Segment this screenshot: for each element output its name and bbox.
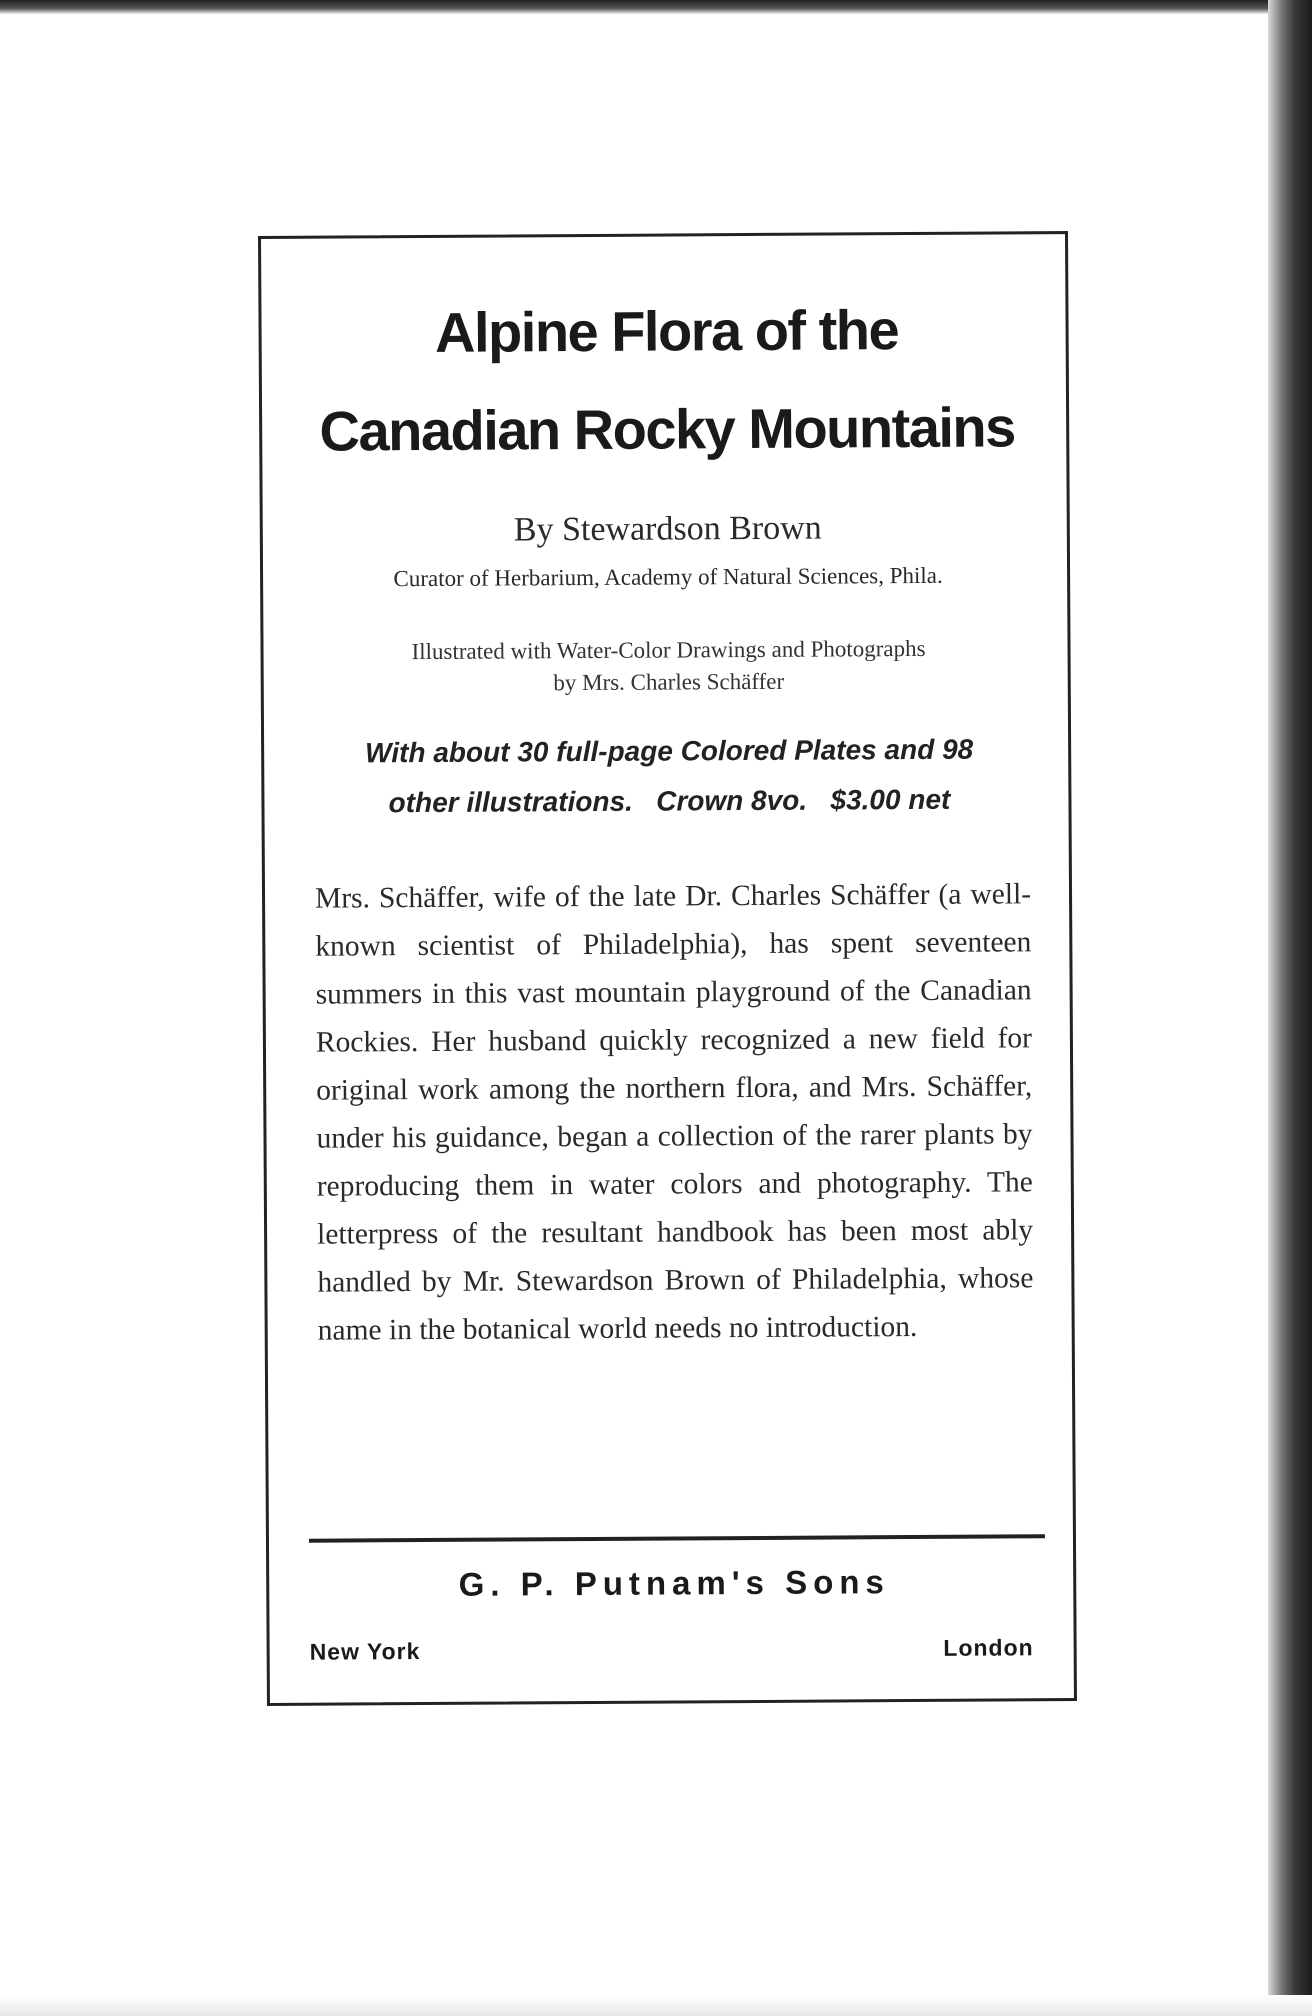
edition-details-line-2: other illustrations. Crown 8vo. $3.00 net [388,783,951,819]
advertisement-frame [258,231,1077,1706]
illustration-credit-line-2: by Mrs. Charles Schäffer [553,668,785,696]
book-title-line-2: Canadian Rocky Mountains [319,395,1015,463]
author-affiliation: Curator of Herbarium, Academy of Natural Sciences, Phila. [393,562,943,592]
scan-bottom-shadow [0,1995,1312,2016]
illustration-credit [263,632,1073,701]
book-title-line-1: Alpine Flora of the [434,298,899,364]
publisher-city-london: London [943,1634,1034,1661]
scan-top-edge [0,0,1312,14]
divider-rule [309,1534,1045,1542]
publisher-name: G. P. Putnam's Sons [458,1563,890,1603]
book-description: Mrs. Schäffer, wife of the late Dr. Charles Schäffer (a well-known scientist of Philadelphia), has spent seventeen summers in this vast mountain playground of the Canadian Rockies. Her husband quickly recognized a new field for original work among the northern flora, and Mrs. Schäffer, under his guidance, began a collection of the rarer plants by reproducing them in water colors and photography. The letterpress of the resultant handbook has been most ably handled by Mr. Stewardson Brown of Philadelphia, whose name in the botanical world needs no introduction. [314,878,1034,1347]
author-line: By Stewardson Brown [513,509,822,549]
edition-details-line-1: With about 30 full-page Colored Plates and 98 [365,733,974,769]
illustration-credit-line-1: Illustrated with Water-Color Drawings and Photographs [411,635,926,665]
edition-details [292,724,1047,829]
scan-binding-edge [1268,0,1312,2016]
publisher-city-new-york: New York [309,1638,421,1665]
